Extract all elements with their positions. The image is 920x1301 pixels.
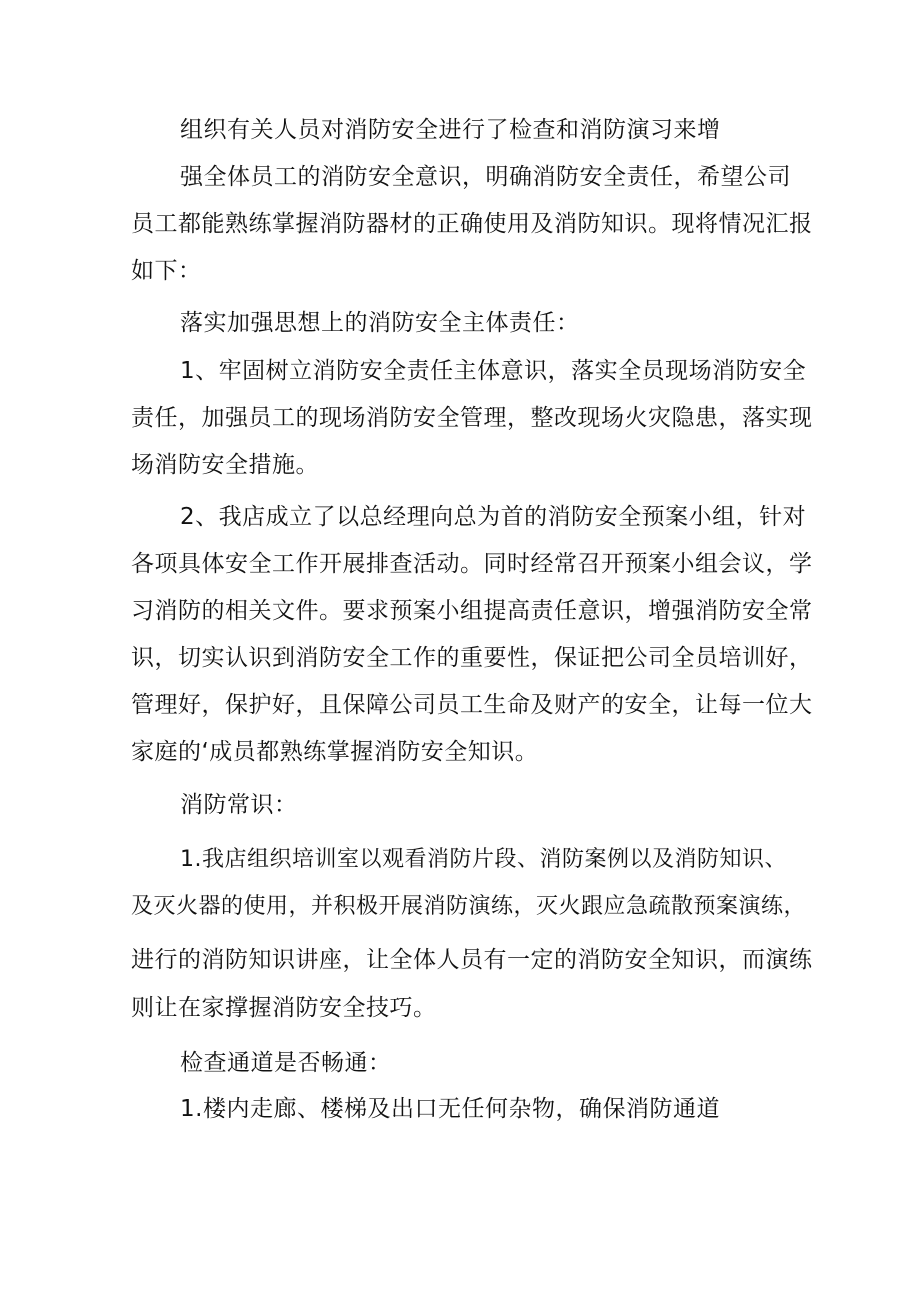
paragraph-line: 管理好，保护好，且保障公司员工生命及财产的安全，让每一位大 xyxy=(131,692,813,718)
paragraph-line: 1、牢固树立消防安全责任主体意识，落实全员现场消防安全 xyxy=(180,358,807,384)
paragraph-line: 组织有关人员对消防安全进行了检查和消防演习来增 xyxy=(180,117,721,143)
paragraph-line: 1.我店组织培训室以观看消防片段、消防案例以及消防知识、 xyxy=(180,847,787,872)
paragraph-line: 2、我店成立了以总经理向总为首的消防安全预案小组，针对 xyxy=(180,504,807,530)
section-heading: 检查通道是否畅通： xyxy=(180,1050,392,1076)
paragraph-line: 场消防安全措施。 xyxy=(131,452,319,478)
section-heading: 落实加强思想上的消防安全主体责任： xyxy=(180,310,580,336)
paragraph-line: 1.楼内走廊、楼梯及出口无任何杂物，确保消防通道 xyxy=(180,1096,720,1122)
section-heading: 消防常识： xyxy=(180,792,298,818)
paragraph-line: 家庭的‘成员都熟练掌握消防安全知识。 xyxy=(131,739,539,765)
paragraph-line: 如下： xyxy=(131,258,202,284)
paragraph-line: 则让在家撑握消防安全技巧。 xyxy=(131,995,437,1021)
paragraph-line: 责任，加强员工的现场消防安全管理，整改现场火灾隐患，落实现 xyxy=(131,405,813,431)
paragraph-line: 识，切实认识到消防安全工作的重要性，保证把公司全员培训好， xyxy=(131,645,813,671)
paragraph-line: 及灭火器的使用，并积极开展消防演练，灭火跟应急疏散预案演练， xyxy=(131,894,807,919)
paragraph-line: 习消防的相关文件。要求预案小组提高责任意识，增强消防安全常 xyxy=(131,598,813,624)
paragraph-line: 强全体员工的消防安全意识，明确消防安全责任，希望公司 xyxy=(180,164,791,190)
paragraph-line: 进行的消防知识讲座，让全体人员有一定的消防安全知识，而演练 xyxy=(131,947,813,973)
paragraph-line: 员工都能熟练掌握消防器材的正确使用及消防知识。现将情况汇报 xyxy=(131,211,813,237)
paragraph-line: 各项具体安全工作开展排查活动。同时经常召开预案小组会议，学 xyxy=(131,551,813,577)
